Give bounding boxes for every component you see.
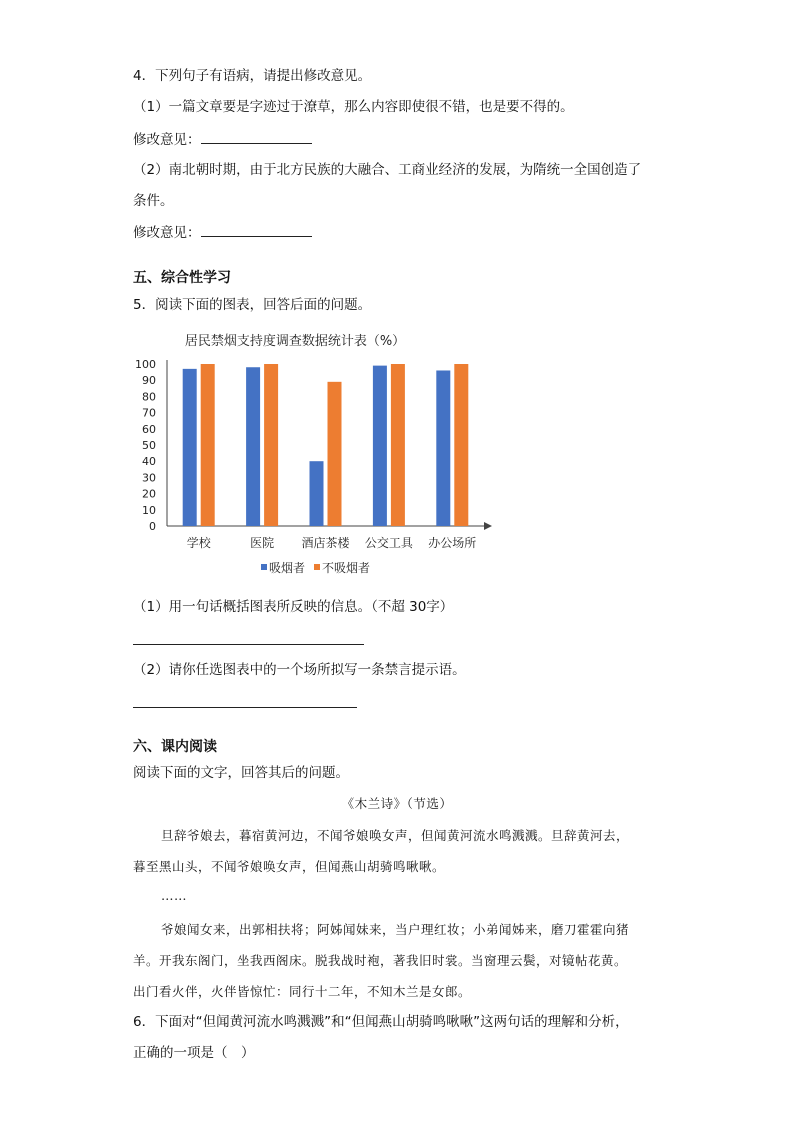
- poem-p1-line-2: 暮至黑山头，不闻爷娘唤女声，但闻燕山胡骑鸣啾啾。: [133, 859, 446, 874]
- poem-p2-line-3: 出门看火伴，火伴皆惊忙：同行十二年，不知木兰是女郎。: [133, 984, 472, 999]
- y-tick-label: 90: [142, 374, 156, 388]
- y-tick-label: 30: [142, 471, 156, 485]
- bar-smoker: [436, 370, 450, 526]
- q4-fix-1-row: [133, 129, 312, 150]
- bar-smoker: [310, 461, 324, 526]
- y-axis-ticks: [135, 358, 156, 533]
- bar-smoker: [183, 369, 197, 526]
- q4-title: 4．下列句子有语病，请提出修改意见。: [133, 68, 372, 84]
- bar-smoker: [373, 366, 387, 526]
- q6-line-1: 6．下面对“但闻黄河流水鸣溅溅”和“但闻燕山胡骑鸣啾啾”这两句话的理解和分析，: [133, 1014, 629, 1030]
- poem-p2-line-2: 羊。开我东阁门，坐我西阁床。脱我战时袍，著我旧时裳。当窗理云鬓，对镜帖花黄。: [133, 953, 628, 968]
- x-tick-label: 公交工具: [364, 536, 413, 550]
- x-tick-label: 办公场所: [428, 536, 477, 550]
- x-tick-label: 医院: [250, 536, 275, 550]
- bar-nonsmoker: [454, 364, 468, 526]
- q4-sentence-2-line-1: （2）南北朝时期，由于北方民族的大融合、工商业经济的发展，为隋统一全国创造了: [133, 162, 642, 178]
- answer-blank[interactable]: [201, 129, 312, 144]
- bar-smoker: [246, 367, 260, 526]
- section-5-heading: 五、综合性学习: [133, 270, 231, 286]
- bar-nonsmoker: [328, 382, 342, 526]
- x-axis-labels: [187, 535, 477, 550]
- fix-label: 修改意见：: [133, 225, 201, 241]
- bar-chart: [128, 322, 508, 584]
- bar-nonsmoker: [391, 364, 405, 526]
- chart-title: 居民禁烟支持度调查数据统计表（%）: [184, 334, 406, 349]
- section-6-heading: 六、课内阅读: [133, 739, 217, 755]
- y-tick-label: 0: [149, 520, 156, 533]
- q4-sentence-1: （1）一篇文章要是字迹过于潦草，那么内容即使很不错，也是要不得的。: [133, 99, 574, 115]
- legend-label-nonsmoker: 不吸烟者: [322, 561, 371, 575]
- fix-label: 修改意见：: [133, 132, 201, 148]
- answer-line[interactable]: [133, 707, 357, 708]
- legend-swatch-nonsmoker: [314, 564, 320, 570]
- bars: [183, 364, 469, 526]
- q4-sentence-2-line-2: 条件。: [133, 193, 174, 209]
- legend-label-smoker: 吸烟者: [269, 561, 306, 575]
- y-tick-label: 60: [142, 422, 156, 436]
- y-tick-label: 10: [142, 503, 156, 517]
- poem-p2-line-1: 爷娘闻女来，出郭相扶将；阿姊闻妹来，当户理红妆；小弟闻姊来，磨刀霍霍向猪: [161, 922, 630, 937]
- y-tick-label: 100: [135, 358, 156, 371]
- y-tick-label: 20: [142, 487, 156, 501]
- q5-sub-1: （1）用一句话概括图表所反映的信息。（不超 30字）: [133, 599, 454, 615]
- x-tick-label: 酒店茶楼: [301, 536, 350, 550]
- x-tick-label: 学校: [186, 536, 211, 550]
- y-tick-label: 50: [142, 439, 156, 452]
- y-tick-label: 80: [142, 390, 156, 404]
- q4-fix-2-row: [133, 222, 312, 243]
- answer-blank[interactable]: [201, 222, 312, 237]
- legend-swatch-smoker: [261, 564, 267, 570]
- bar-nonsmoker: [264, 364, 278, 526]
- legend: [261, 560, 370, 575]
- x-axis-arrow: [484, 522, 492, 530]
- bar-nonsmoker: [201, 364, 215, 526]
- y-tick-label: 70: [142, 406, 156, 420]
- answer-line[interactable]: [133, 644, 364, 645]
- poem-p1-line-1: 旦辞爷娘去，暮宿黄河边，不闻爷娘唤女声，但闻黄河流水鸣溅溅。旦辞黄河去，: [161, 828, 630, 843]
- q6-line-2: 正确的一项是（ ）: [133, 1045, 255, 1061]
- poem-title: 《木兰诗》（节选）: [341, 796, 453, 811]
- ellipsis: ……: [161, 888, 187, 903]
- section-6-intro: 阅读下面的文字，回答其后的问题。: [133, 765, 349, 781]
- q5-sub-2: （2）请你任选图表中的一个场所拟写一条禁言提示语。: [133, 662, 466, 678]
- y-tick-label: 40: [142, 455, 156, 469]
- q5-prompt: 5．阅读下面的图表，回答后面的问题。: [133, 297, 372, 313]
